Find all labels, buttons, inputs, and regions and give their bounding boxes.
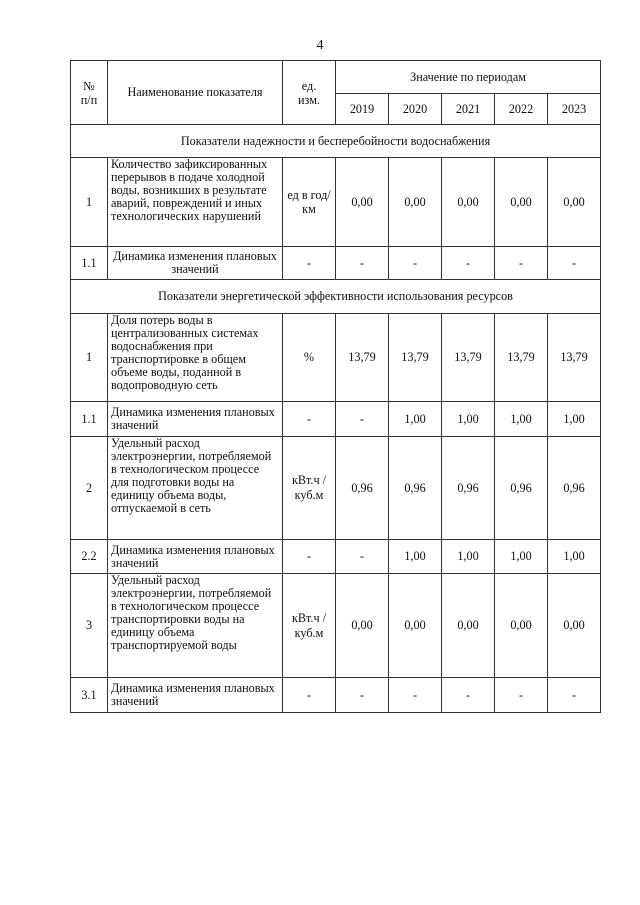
row-name: Динамика изменения плановых значений xyxy=(108,678,283,713)
header-periods-title: Значение по периодам xyxy=(336,61,601,94)
indicators-table xyxy=(70,60,601,713)
section-title: Показатели энергетической эффективности использования ресурсов xyxy=(71,280,601,314)
section-title: Показатели надежности и бесперебойности водоснабжения xyxy=(71,125,601,158)
row-num: 1 xyxy=(71,158,108,247)
row-name: Удельный расход электроэнергии, потребляемой в технологическом процессе для подготовки воды на единицу объема воды, отпускаемой в сеть xyxy=(108,437,283,540)
row-value: 0,96 xyxy=(336,437,389,540)
row-value: 0,00 xyxy=(442,574,495,678)
row-value: 0,00 xyxy=(336,158,389,247)
header-name: Наименование показателя xyxy=(108,61,283,125)
row-value: 0,00 xyxy=(495,158,548,247)
row-value: - xyxy=(336,402,389,437)
row-value: - xyxy=(442,247,495,280)
row-name: Доля потерь воды в централизованных системах водоснабжения при транспортировке в общем объеме воды, поданной в водопроводную сеть xyxy=(108,314,283,402)
row-value: - xyxy=(389,678,442,713)
row-value: - xyxy=(389,247,442,280)
row-unit: кВт.ч / куб.м xyxy=(283,437,336,540)
row-value: - xyxy=(548,247,601,280)
row-value: 13,79 xyxy=(442,314,495,402)
row-value: - xyxy=(336,678,389,713)
row-value: - xyxy=(336,540,389,574)
row-value: 1,00 xyxy=(389,402,442,437)
header-num: № п/п xyxy=(71,61,108,125)
row-num: 3.1 xyxy=(71,678,108,713)
row-value: - xyxy=(495,678,548,713)
row-value: 1,00 xyxy=(442,402,495,437)
row-value: 1,00 xyxy=(548,540,601,574)
row-name: Динамика изменения плановых значений xyxy=(108,247,283,280)
row-value: - xyxy=(442,678,495,713)
row-unit: % xyxy=(283,314,336,402)
row-unit: кВт.ч / куб.м xyxy=(283,574,336,678)
row-value: 0,00 xyxy=(389,158,442,247)
row-value: 13,79 xyxy=(336,314,389,402)
header-year: 2019 xyxy=(336,94,389,125)
page-number: 4 xyxy=(316,38,324,53)
row-num: 2.2 xyxy=(71,540,108,574)
row-value: - xyxy=(548,678,601,713)
row-value: 0,00 xyxy=(336,574,389,678)
row-value: 0,96 xyxy=(442,437,495,540)
header-unit: ед. изм. xyxy=(283,61,336,125)
row-num: 2 xyxy=(71,437,108,540)
row-value: 1,00 xyxy=(548,402,601,437)
row-num: 1.1 xyxy=(71,247,108,280)
row-value: 13,79 xyxy=(495,314,548,402)
row-name: Удельный расход электроэнергии, потребляемой в технологическом процессе транспортировки воды на единицу объема транспортируемой воды xyxy=(108,574,283,678)
row-value: 1,00 xyxy=(389,540,442,574)
row-value: 1,00 xyxy=(495,540,548,574)
row-unit: ед в год/ км xyxy=(283,158,336,247)
row-num: 1 xyxy=(71,314,108,402)
row-unit: - xyxy=(283,247,336,280)
row-unit: - xyxy=(283,678,336,713)
row-name: Динамика изменения плановых значений xyxy=(108,402,283,437)
row-unit: - xyxy=(283,540,336,574)
row-name: Динамика изменения плановых значений xyxy=(108,540,283,574)
row-unit: - xyxy=(283,402,336,437)
row-value: 1,00 xyxy=(495,402,548,437)
row-value: 13,79 xyxy=(548,314,601,402)
row-value: 0,96 xyxy=(389,437,442,540)
row-num: 3 xyxy=(71,574,108,678)
row-value: - xyxy=(336,247,389,280)
row-value: 0,00 xyxy=(389,574,442,678)
header-year: 2022 xyxy=(495,94,548,125)
row-num: 1.1 xyxy=(71,402,108,437)
row-value: 0,00 xyxy=(548,158,601,247)
header-year: 2021 xyxy=(442,94,495,125)
row-value: 0,96 xyxy=(548,437,601,540)
row-value: 13,79 xyxy=(389,314,442,402)
row-value: 0,00 xyxy=(548,574,601,678)
header-year: 2020 xyxy=(389,94,442,125)
header-year: 2023 xyxy=(548,94,601,125)
row-value: - xyxy=(495,247,548,280)
row-value: 0,96 xyxy=(495,437,548,540)
row-value: 1,00 xyxy=(442,540,495,574)
row-name: Количество зафиксированных перерывов в подаче холодной воды, возникших в результате аварий, повреждений и иных технологических нарушений xyxy=(108,158,283,247)
row-value: 0,00 xyxy=(442,158,495,247)
row-value: 0,00 xyxy=(495,574,548,678)
